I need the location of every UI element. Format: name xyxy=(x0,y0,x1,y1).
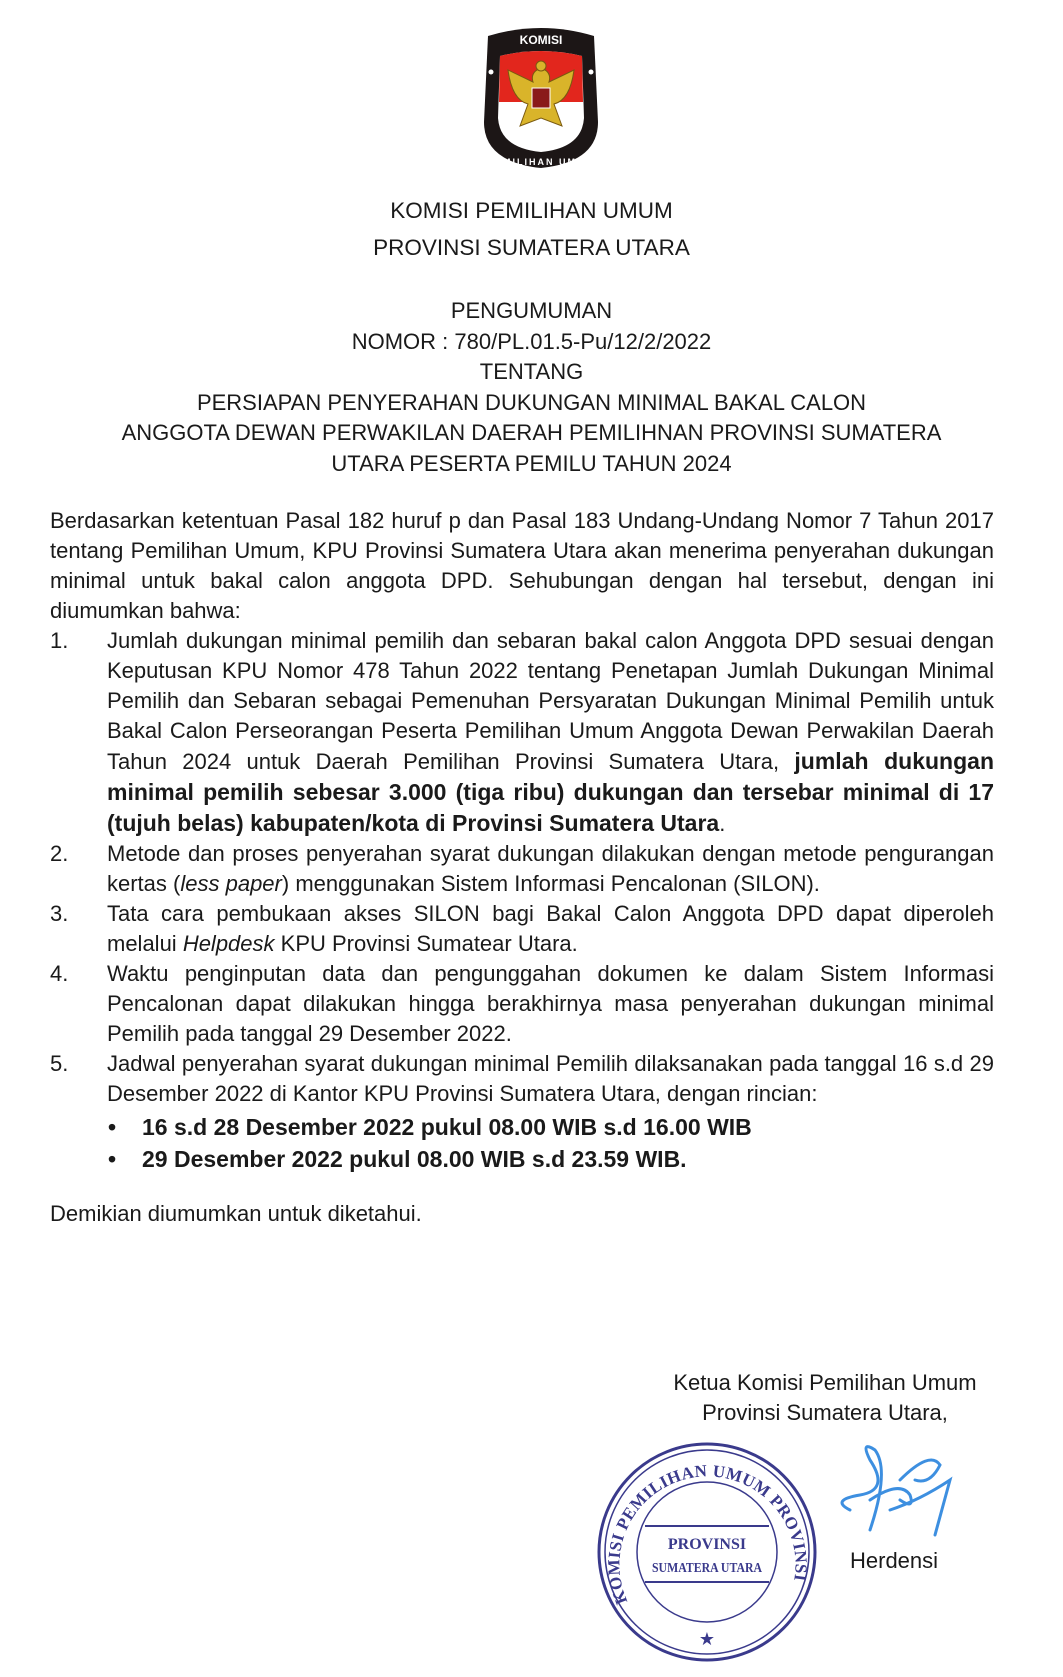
intro-paragraph: Berdasarkan ketentuan Pasal 182 huruf p dan Pasal 183 Undang-Undang Nomor 7 Tahun 2017 tentang Pemilihan Umum, KPU Provinsi Sumatera Utara akan menerima penyerahan dukungan minimal untuk bakal calon anggota DPD. Sehubungan dengan hal tersebut, dengan ini diumumkan bahwa: xyxy=(50,508,994,623)
item-text: . xyxy=(719,811,726,836)
letterhead xyxy=(0,192,1063,266)
item-bold-text: jumlah dukungan minimal pemilih sebesar 3.000 (tiga ribu) dukungan dan tersebar minimal di 17 (tujuh belas) kabupaten/kota di Provinsi Sumatera Utara xyxy=(107,748,995,836)
signature-block xyxy=(640,1368,1010,1428)
item-text: Jumlah dukungan minimal pemilih dan sebaran bakal calon Anggota DPD sesuai dengan Keputusan KPU Nomor 478 Tahun 2022 tentang Penetapan Jumlah Dukungan Minimal Pemilih dan Sebaran sebagai Pemenuhan Persyaratan Dukungan Minimal Pemilih untuk Bakal Calon Perseorangan Peserta Pemilihan Umum Anggota Dewan Perwakilan Daerah Tahun 2024 untuk Daerah Pemilihan Provinsi Sumatera Utara, xyxy=(107,628,994,774)
bullet-icon: • xyxy=(108,1114,117,1140)
item-italic-text: Helpdesk xyxy=(182,931,275,956)
logo-top-text: KOMISI xyxy=(519,33,563,47)
stamp-center-line1: PROVINSI xyxy=(667,1536,747,1553)
logo-ring-text: PEMILIHAN UMUM xyxy=(487,157,595,167)
item-text: Metode dan proses penyerahan syarat dukungan dilakukan dengan metode pengurangan kertas ( xyxy=(107,841,994,896)
closing-line: Demikian diumumkan untuk diketahui. xyxy=(50,1201,422,1226)
kpu-logo xyxy=(478,22,604,170)
signer-title-line2: Provinsi Sumatera Utara, xyxy=(702,1400,948,1425)
announcement-type: PENGUMUMAN xyxy=(450,298,613,323)
item-text: Waktu penginputan data dan pengunggahan dokumen ke dalam Sistem Informasi Pencalonan dapat dilakukan hingga berakhirnya masa penyerahan dukungan minimal Pemilih pada tanggal 29 Desember 2022. xyxy=(107,961,994,1046)
announcement-title-line: ANGGOTA DEWAN PERWAKILAN DAERAH PEMILIHNAN PROVINSI SUMATERA xyxy=(121,420,942,445)
bullet-item xyxy=(50,1143,994,1175)
announcement-title-line: UTARA PESERTA PEMILU TAHUN 2024 xyxy=(331,450,732,476)
letterhead-line1: KOMISI PEMILIHAN UMUM xyxy=(390,198,673,223)
bullet-text: 16 s.d 28 Desember 2022 pukul 08.00 WIB s.d 16.00 WIB xyxy=(142,1114,752,1140)
item-text: KPU Provinsi Sumatear Utara. xyxy=(274,931,578,956)
list-item xyxy=(50,959,994,1049)
numbered-list xyxy=(50,626,994,1109)
list-item xyxy=(50,1049,994,1109)
bullet-text: 29 Desember 2022 pukul 08.00 WIB s.d 23.59 WIB. xyxy=(142,1146,687,1172)
announcement-body xyxy=(50,506,994,1229)
item-number: 3. xyxy=(50,901,69,926)
bullet-item xyxy=(50,1111,994,1143)
announcement-about: TENTANG xyxy=(479,359,584,384)
letterhead-line2: PROVINSI SUMATERA UTARA xyxy=(373,235,690,260)
official-stamp xyxy=(595,1440,820,1665)
list-item xyxy=(50,839,994,899)
item-italic-text: less paper xyxy=(180,871,282,896)
item-number: 1. xyxy=(50,628,69,653)
item-number: 2. xyxy=(50,841,69,866)
signer-title-line1: Ketua Komisi Pemilihan Umum xyxy=(673,1370,977,1395)
announcement-heading xyxy=(0,296,1063,479)
announcement-number: NOMOR : 780/PL.01.5-Pu/12/2/2022 xyxy=(351,328,712,354)
signer-name: Herdensi xyxy=(850,1548,939,1573)
announcement-title-line: PERSIAPAN PENYERAHAN DUKUNGAN MINIMAL BAKAL CALON xyxy=(196,389,867,415)
schedule-bullets xyxy=(50,1111,994,1175)
item-text: Jadwal penyerahan syarat dukungan minimal Pemilih dilaksanakan pada tanggal 16 s.d 29 Desember 2022 di Kantor KPU Provinsi Sumatera Utara, dengan rincian: xyxy=(107,1051,994,1106)
bullet-icon: • xyxy=(108,1146,117,1172)
stamp-star-icon: ★ xyxy=(698,1629,716,1649)
list-item xyxy=(50,626,994,839)
handwritten-signature xyxy=(830,1440,970,1540)
stamp-ring-text: KOMISI PEMILIHAN UMUM PROVINSI xyxy=(604,1461,811,1608)
list-item xyxy=(50,899,994,959)
stamp-center-line2: SUMATERA UTARA xyxy=(652,1561,763,1576)
item-text: Tata cara pembukaan akses SILON bagi Bakal Calon Anggota DPD dapat diperoleh melalui xyxy=(107,901,994,956)
item-number: 5. xyxy=(50,1051,69,1076)
item-number: 4. xyxy=(50,961,69,986)
item-text: ) menggunakan Sistem Informasi Pencalonan (SILON). xyxy=(281,871,820,896)
